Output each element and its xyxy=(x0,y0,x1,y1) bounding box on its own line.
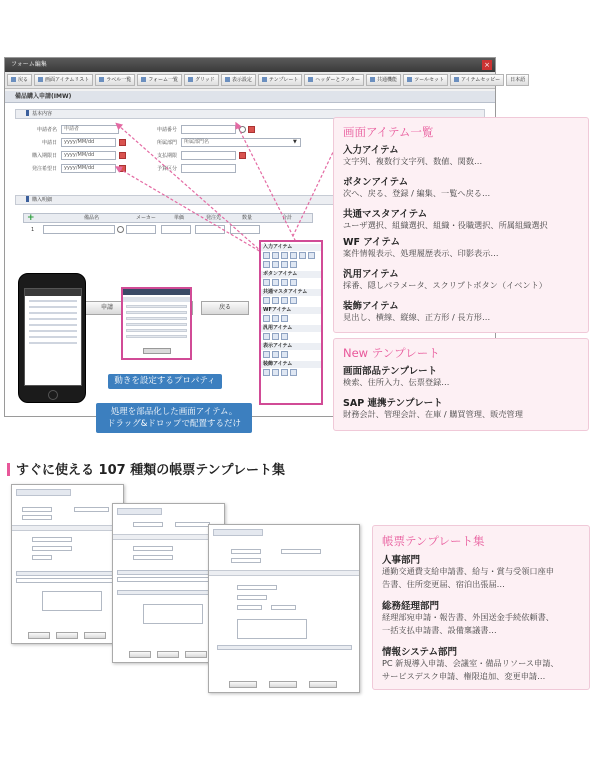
col-item-name: 備品名 xyxy=(84,215,100,221)
items-panel-heading: 画面アイテム一覧 xyxy=(343,125,434,139)
toolbar-label-list-button[interactable]: ラベル一覧 xyxy=(95,74,135,86)
section-items: 購入明細 xyxy=(15,195,485,205)
budget-label: 予算区分 xyxy=(156,166,177,172)
date-label: 申請日 xyxy=(41,140,57,146)
toolbar-template-button[interactable]: テンプレート xyxy=(258,74,303,86)
text-field-icon[interactable] xyxy=(263,252,270,259)
file-icon[interactable] xyxy=(272,261,279,268)
toolbar-item-prop-button[interactable]: アイテムセッピー xyxy=(450,74,504,86)
rect-icon[interactable] xyxy=(290,369,297,376)
items-panel xyxy=(333,117,589,333)
toolbar-common-button[interactable]: 共通機能 xyxy=(366,74,401,86)
palette-wf-section: WFアイテム xyxy=(261,307,321,314)
textarea-icon[interactable] xyxy=(272,252,279,259)
checkbox-icon[interactable] xyxy=(263,261,270,268)
items-desc: 採番、隠しパラメータ、スクリプトボタン（イベント） xyxy=(343,280,547,290)
phone-home-button xyxy=(48,390,58,400)
property-callout: 動きを設定するプロパティ xyxy=(108,374,222,389)
user-icon[interactable] xyxy=(263,297,270,304)
row-number: 1 xyxy=(31,227,35,233)
palette-master-section: 共通マスタアイテム xyxy=(261,289,321,296)
applicant-input[interactable]: 申請者 xyxy=(61,125,119,134)
deadline-label: 購入期限日 xyxy=(31,153,57,159)
phone-screen xyxy=(24,288,82,386)
items-category: ボタンアイテム xyxy=(343,177,409,188)
items-category: 汎用アイテム xyxy=(343,269,399,280)
forms-panel-heading: 帳票テンプレート集 xyxy=(382,534,485,548)
property-ok-button[interactable] xyxy=(143,348,171,354)
forms-desc: PC 新規導入申請、会議室・備品リソース申請、 xyxy=(382,658,559,668)
pay-label: 支払期限 xyxy=(156,153,177,159)
app-no-label: 申請番号 xyxy=(156,127,177,133)
add-row-icon[interactable]: + xyxy=(27,213,35,223)
window-title: フォーム編集 xyxy=(11,61,47,68)
forms-category: 人事部門 xyxy=(382,555,421,566)
toolbar-back-button[interactable]: 戻る xyxy=(7,74,32,86)
forms-category: 情報システム部門 xyxy=(382,647,458,658)
item-palette[interactable] xyxy=(259,240,323,405)
items-desc: 次へ、戻る、登録 / 編集、一覧へ戻る… xyxy=(343,188,491,198)
items-category: 共通マスタアイテム xyxy=(343,209,428,220)
toolbar-grid-button[interactable]: グリッド xyxy=(184,74,219,86)
items-desc: 案件情報表示、処理履歴表示、印影表示… xyxy=(343,248,499,258)
dept-icon[interactable] xyxy=(290,297,297,304)
calc-icon[interactable] xyxy=(290,261,297,268)
register-button-icon[interactable] xyxy=(281,279,288,286)
toolbar-toolset-button[interactable]: ツールセット xyxy=(403,74,448,86)
close-icon[interactable]: × xyxy=(482,60,492,70)
case-info-icon[interactable] xyxy=(263,315,270,322)
parts-callout: 処理を部品化した画面アイテム。 ドラッグ&ドロップで配置するだけ xyxy=(96,403,252,433)
hline-icon[interactable] xyxy=(272,369,279,376)
col-qty: 数量 xyxy=(242,215,253,221)
template-preview-3 xyxy=(208,524,360,693)
back-button[interactable]: 戻る xyxy=(201,301,249,315)
palette-input-section: 入力アイテム xyxy=(261,244,321,251)
heading-icon[interactable] xyxy=(263,369,270,376)
applicant-label: 申請者名 xyxy=(36,127,57,133)
template-desc: 財務会計、管理会計、在庫 / 購買管理、販売管理 xyxy=(343,409,523,419)
link-item-icon[interactable] xyxy=(281,351,288,358)
label-item-icon[interactable] xyxy=(263,351,270,358)
forms-desc: サービスデスク申請、権限追加、変更申請… xyxy=(382,671,546,681)
stamp-icon[interactable] xyxy=(281,315,288,322)
role-icon[interactable] xyxy=(281,297,288,304)
script-icon[interactable] xyxy=(281,333,288,340)
hidden-param-icon[interactable] xyxy=(272,333,279,340)
palette-general-section: 汎用アイテム xyxy=(261,325,321,332)
org-icon[interactable] xyxy=(272,297,279,304)
items-desc: 見出し、横線、縦線、正方形 / 長方形… xyxy=(343,312,491,322)
col-vendor: 発注先 xyxy=(206,215,222,221)
template-category: 画面部品テンプレート xyxy=(343,366,438,377)
vline-icon[interactable] xyxy=(281,369,288,376)
forms-desc: 通勤交通費支給申請書、給与・賞与受領口座申 xyxy=(382,566,554,576)
forms-desc: 経理部宛申請・報告書、外国送金手続依頼書、 xyxy=(382,612,554,622)
toolbar-item-list-button[interactable]: 画面アイテムリスト xyxy=(34,74,93,86)
property-panel[interactable] xyxy=(121,287,192,360)
numbering-icon[interactable] xyxy=(263,333,270,340)
items-category: WF アイテム xyxy=(343,237,400,248)
select-icon[interactable] xyxy=(299,252,306,259)
palette-decor-section: 装飾アイテム xyxy=(261,361,321,368)
date-icon[interactable] xyxy=(290,252,297,259)
history-icon[interactable] xyxy=(272,315,279,322)
palette-button-section: ボタンアイテム xyxy=(261,271,321,278)
col-price: 単価 xyxy=(174,215,185,221)
items-category: 入力アイテム xyxy=(343,145,399,156)
image-item-icon[interactable] xyxy=(272,351,279,358)
back-button-icon[interactable] xyxy=(272,279,279,286)
function-icon[interactable] xyxy=(281,261,288,268)
template-panel xyxy=(333,338,589,431)
toolbar-form-list-button[interactable]: フォーム一覧 xyxy=(137,74,182,86)
apply-button[interactable]: 申請 xyxy=(83,301,131,315)
list-button-icon[interactable] xyxy=(290,279,297,286)
template-category: SAP 連携テンプレート xyxy=(343,398,443,409)
forms-category: 総務経理部門 xyxy=(382,601,440,612)
items-desc: ユーザ選択、組織選択、組織・役職選択、所属組織選択 xyxy=(343,220,548,230)
date-input[interactable]: yyyy/MM/dd xyxy=(61,138,116,147)
template-desc: 検索、住所入力、伝票登録… xyxy=(343,377,450,387)
chevron-down-icon[interactable]: ▼ xyxy=(293,139,297,145)
dept-label: 所属部門 xyxy=(156,140,177,146)
toolbar-display-button[interactable]: 表示設定 xyxy=(221,74,256,86)
template-preview-1 xyxy=(11,484,124,644)
forms-panel xyxy=(372,525,590,690)
delivery-input[interactable]: yyyy/MM/dd xyxy=(61,164,116,173)
forms-desc: 告書、住所変更届、宿泊出張届… xyxy=(382,579,505,589)
items-desc: 文字列、複数行文字列、数値、関数… xyxy=(343,156,483,166)
palette-display-section: 表示アイテム xyxy=(261,343,321,350)
deadline-input[interactable]: yyyy/MM/dd xyxy=(61,151,116,160)
radio-icon[interactable] xyxy=(308,252,315,259)
toolbar-header-footer-button[interactable]: ヘッダーとフッター xyxy=(304,74,364,86)
forms-desc: 一括支払申請書、設備稟議書… xyxy=(382,625,497,635)
form-title: 備品購入申請(IMW) xyxy=(5,91,495,103)
smartphone-preview xyxy=(18,273,86,403)
items-category: 装飾アイテム xyxy=(343,301,399,312)
next-button-icon[interactable] xyxy=(263,279,270,286)
col-maker: メーカー xyxy=(136,215,156,221)
section-heading: すぐに使える 107 種類の帳票テンプレート集 xyxy=(7,459,285,478)
delivery-label: 発注希望日 xyxy=(31,166,57,172)
col-total: 合計 xyxy=(282,215,293,221)
toolbar-language-button[interactable]: 日本語 xyxy=(506,74,529,86)
dept-select[interactable]: 所属部門名 xyxy=(181,138,301,147)
template-panel-heading: New テンプレート xyxy=(343,346,440,360)
section-basic: 基本内容 xyxy=(15,109,485,119)
number-icon[interactable] xyxy=(281,252,288,259)
